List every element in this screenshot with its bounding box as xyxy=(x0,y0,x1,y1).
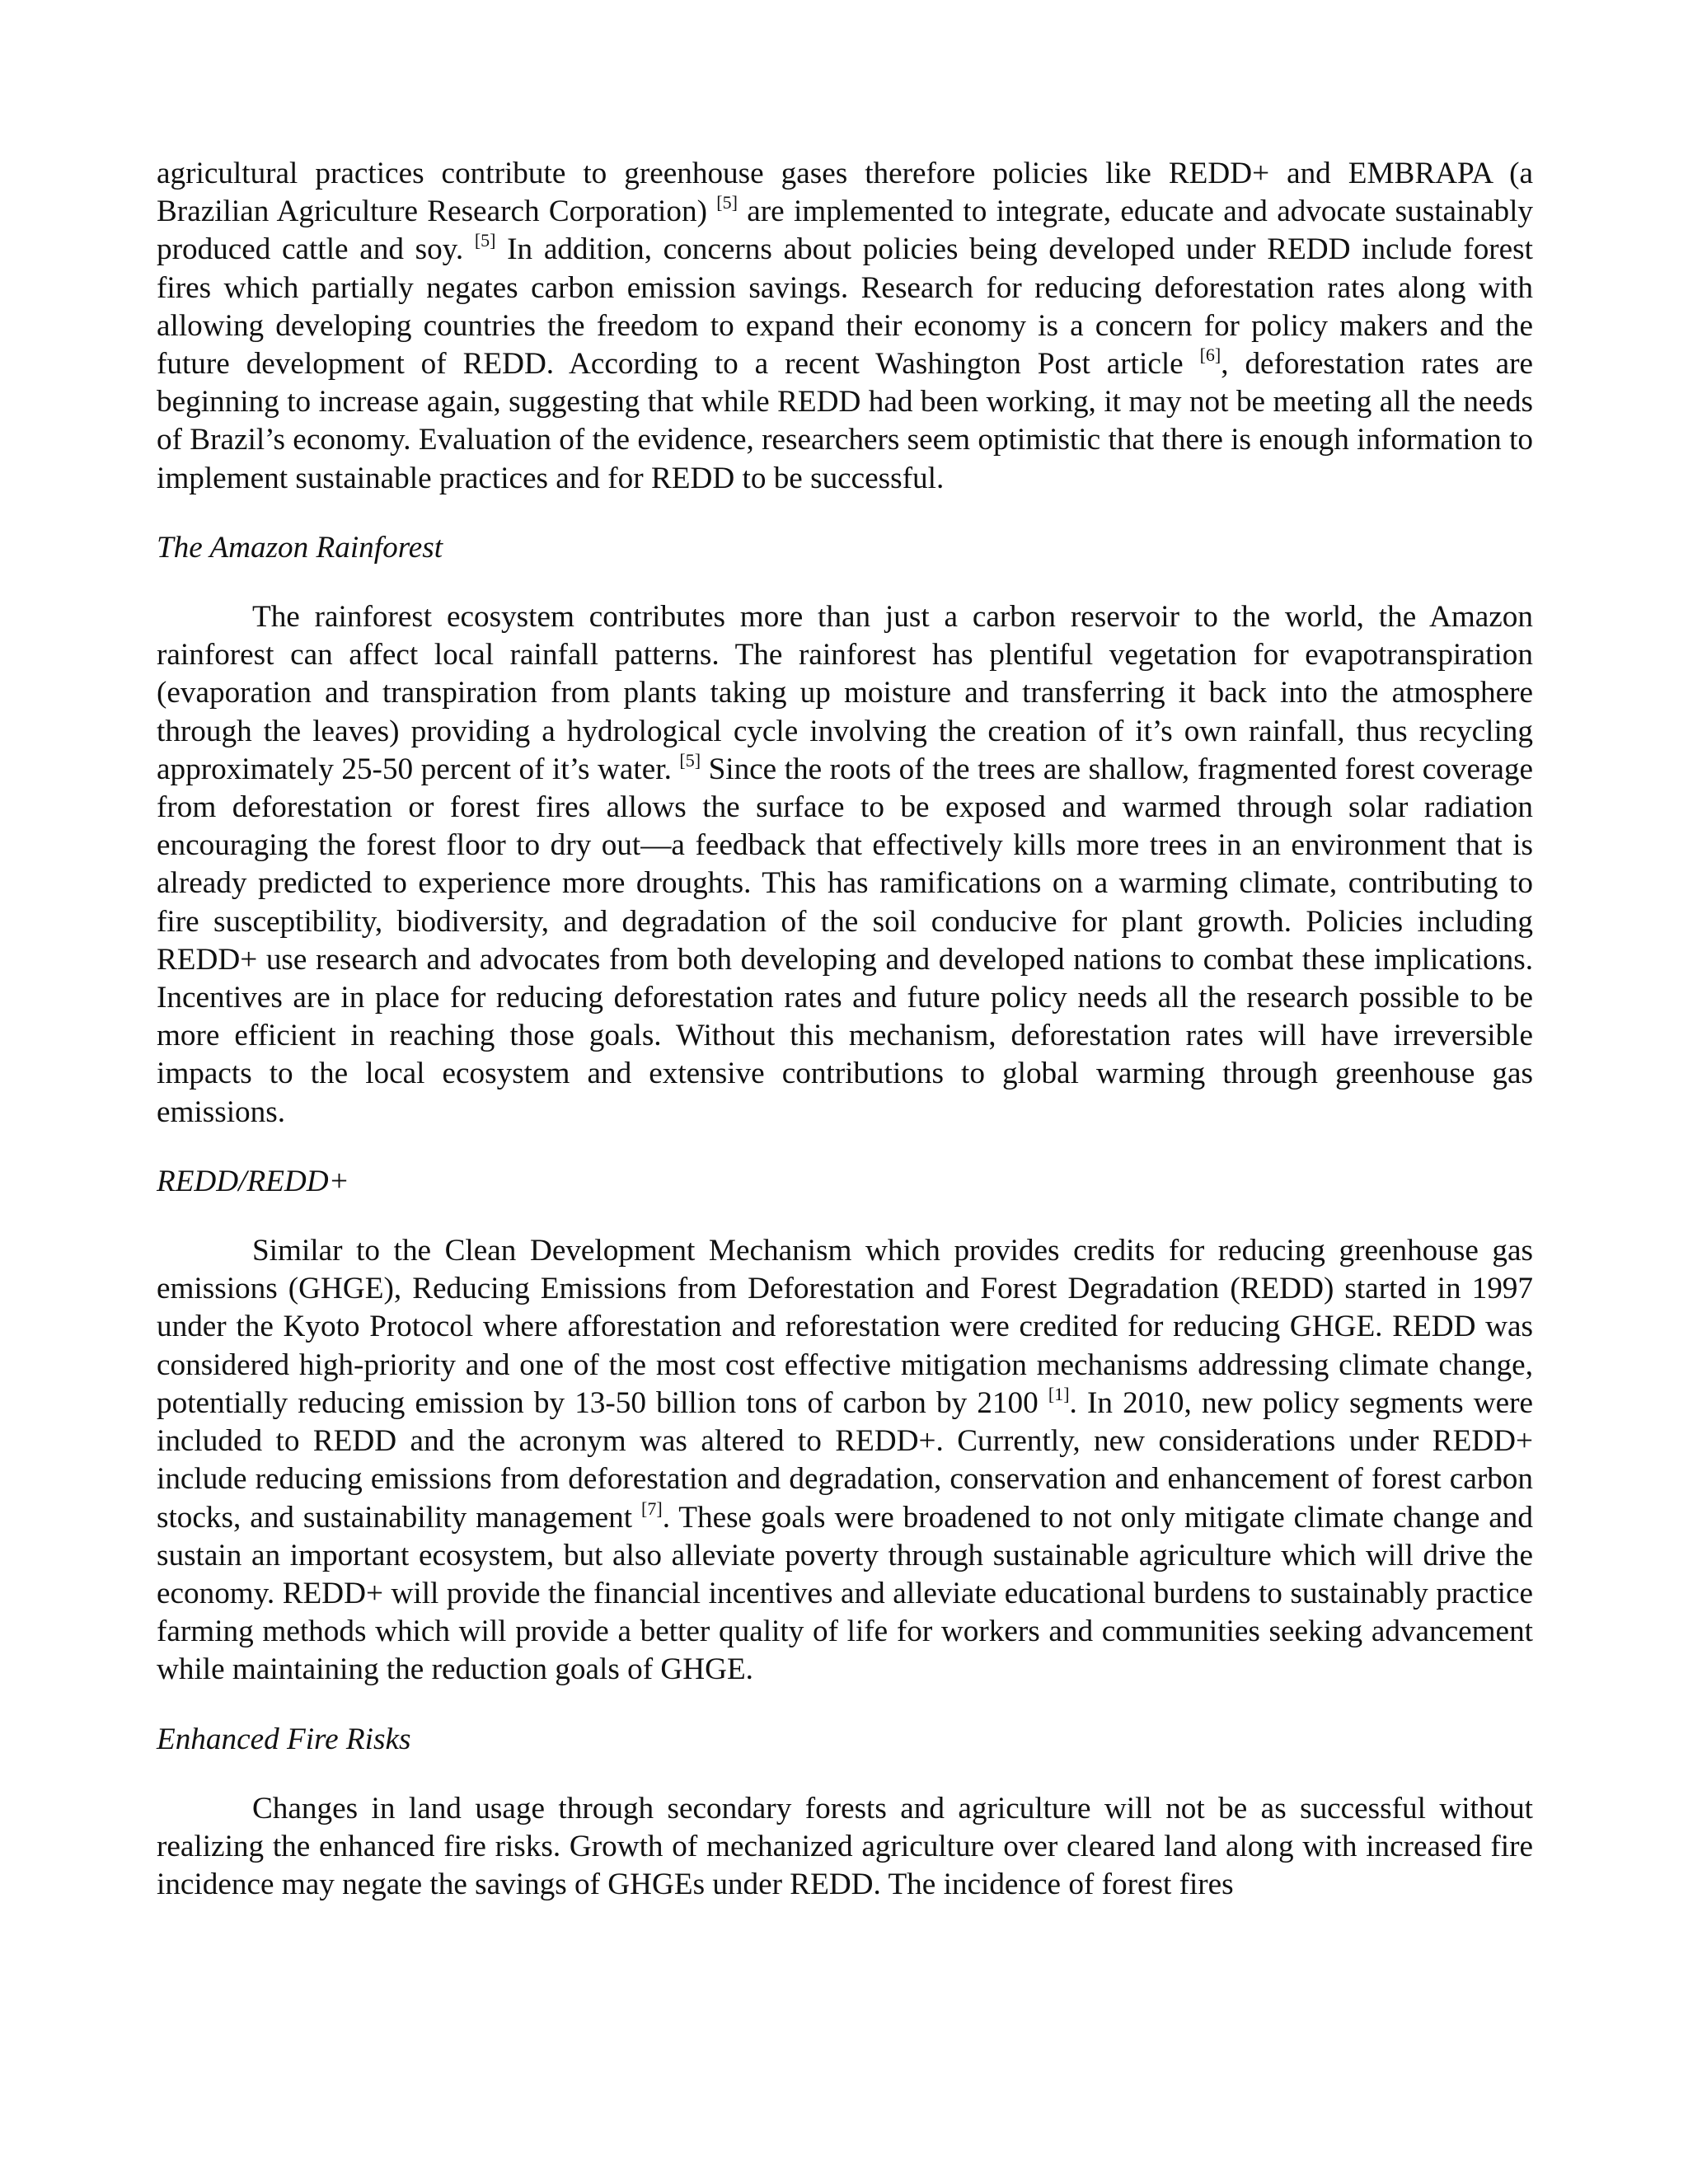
section-heading-redd: REDD/REDD+ xyxy=(157,1164,349,1198)
citation: [5] xyxy=(474,230,496,251)
document-page xyxy=(157,155,1533,1904)
paragraph-enhanced-fire-risks xyxy=(157,1790,1533,1905)
paragraph-intro xyxy=(157,155,1533,498)
paragraph-text: Since the roots of the trees are shallow, fragmented forest coverage from deforestation or forest fires allows the surface to be exposed and warmed through solar radiation encouraging the forest floor to dry out—a feedback that effectively kills more trees in an environment that is already predicted to experience more droughts. This has ramifications on a warming climate, contributing to fire susceptibility, biodiversity, and degradation of the soil conducive for plant growth. Policies including REDD+ use research and advocates from both developing and developed nations to combat these implications. Incentives are in place for reducing deforestation rates and future policy needs all the research possible to be more efficient in reaching those goals. Without this mechanism, deforestation rates will have irreversible impacts to the local ecosystem and extensive contributions to global warming through greenhouse gas emissions. xyxy=(157,752,1533,1129)
paragraph-text: Similar to the Clean Development Mechanism which provides credits for reducing greenhouse gas emissions (GHGE), Reducing Emissions from Deforestation and Forest Degradation (REDD) started in 1997 under the Kyoto Protocol where afforestation and reforestation were credited for reducing GHGE. REDD was considered high-priority and one of the most cost effective mitigation mechanisms addressing climate change, potentially reducing emission by 13-50 billion tons of carbon by 2100 xyxy=(157,1234,1533,1420)
citation: [7] xyxy=(641,1497,663,1519)
paragraph-text: . These goals were broadened to not only mitigate climate change and sustain an important ecosystem, but also alleviate poverty through sustainable agriculture which will drive the economy. REDD+ will provide the financial incentives and alleviate educational burdens to sustainably practice farming methods which will provide a better quality of life for workers and communities seeking advancement while maintaining the reduction goals of GHGE. xyxy=(157,1500,1533,1687)
paragraph-text: Changes in land usage through secondary forests and agriculture will not be as successful without realizing the enhanced fire risks. Growth of mechanized agriculture over cleared land along with increased fire incidence may negate the savings of GHGEs under REDD. The incidence of forest fires xyxy=(157,1791,1533,1902)
section-heading-enhanced-fire-risks: Enhanced Fire Risks xyxy=(157,1722,411,1756)
paragraph-text: are implemented to integrate, educate and advocate sustainably produced cattle and soy. xyxy=(157,194,1533,267)
paragraph-redd xyxy=(157,1232,1533,1689)
paragraph-text: agricultural practices contribute to greenhouse gases therefore policies like REDD+ and EMBRAPA (a Brazilian Agriculture Research Corporation) xyxy=(157,157,1533,229)
paragraph-amazon-rainforest xyxy=(157,598,1533,1132)
paragraph-text: , deforestation rates are beginning to increase again, suggesting that while REDD had been working, it may not be meeting all the needs of Brazil’s economy. Evaluation of the evidence, researchers seem optimistic that there is enough information to implement sustainable practices and for REDD to be successful. xyxy=(157,347,1533,495)
citation: [6] xyxy=(1199,344,1221,366)
paragraph-text: . In 2010, new policy segments were included to REDD and the acronym was altered to REDD+. Currently, new considerations under REDD+ include reducing emissions from deforestation and degradation, conservation and enhancement of forest carbon stocks, and sustainability management xyxy=(157,1385,1533,1535)
paragraph-text: The rainforest ecosystem contributes more than just a carbon reservoir to the world, the Amazon rainforest can affect local rainfall patterns. The rainforest has plentiful vegetation for evapotranspiration (evaporation and transpiration from plants taking up moisture and transferring it back into the atmosphere through the leaves) providing a hydrological cycle involving the creation of it’s own rainfall, thus recycling approximately 25-50 percent of it’s water. xyxy=(157,600,1533,786)
citation: [5] xyxy=(716,192,738,213)
citation: [5] xyxy=(679,749,701,771)
section-heading-amazon-rainforest: The Amazon Rainforest xyxy=(157,530,443,565)
citation: [1] xyxy=(1048,1383,1070,1404)
paragraph-text: In addition, concerns about policies being developed under REDD include forest fires which partially negates carbon emission savings. Research for reducing deforestation rates along with allowing developing countries the freedom to expand their economy is a concern for policy makers and the future development of REDD. According to a recent Washington Post article xyxy=(157,232,1533,382)
